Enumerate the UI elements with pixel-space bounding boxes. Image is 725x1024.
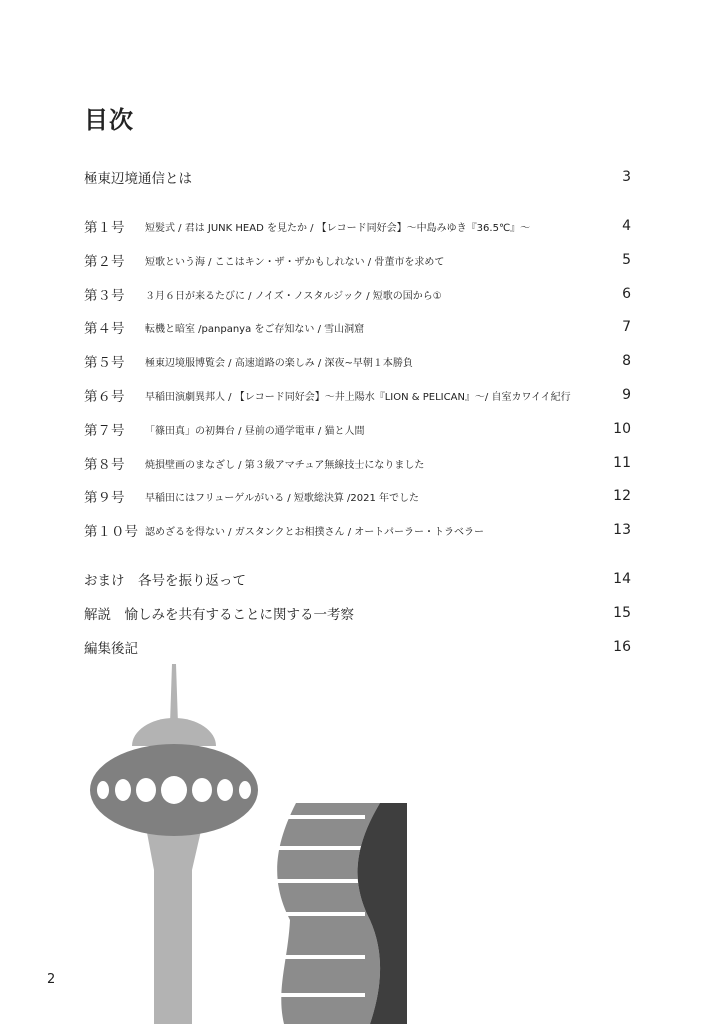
toc-page-number: 4 bbox=[622, 218, 631, 234]
issue-contents: 転機と暗室 /panpanya をご存知ない / 雪山洞窟 bbox=[145, 323, 365, 335]
toc-page-number: 13 bbox=[613, 522, 631, 538]
issue-number: 第１号 bbox=[84, 220, 125, 236]
toc-page-number: 12 bbox=[613, 488, 631, 504]
issue-contents: 「篠田真」の初舞台 / 昼前の通学電車 / 猫と人間 bbox=[145, 425, 365, 437]
issue-number: 第１０号 bbox=[84, 524, 138, 540]
issue-contents: 焼損壁画のまなざし / 第３級アマチュア無線技士になりました bbox=[145, 459, 425, 471]
toc-page-number: 7 bbox=[622, 319, 631, 335]
building-illustration bbox=[270, 803, 407, 1024]
toc-page-number: 8 bbox=[622, 353, 631, 369]
toc-page-number: 16 bbox=[613, 639, 631, 655]
issue-number: 第７号 bbox=[84, 423, 125, 439]
issue-contents: ３月６日が来るたびに / ノイズ・ノスタルジック / 短歌の国から① bbox=[145, 290, 442, 302]
issue-number: 第９号 bbox=[84, 490, 125, 506]
toc-extra-label: 編集後記 bbox=[84, 641, 138, 657]
toc-page-number: 5 bbox=[622, 252, 631, 268]
issue-number: 第５号 bbox=[84, 355, 125, 371]
issue-contents: 極東辺境服博覧会 / 高速道路の楽しみ / 深夜~早朝１本勝負 bbox=[145, 357, 413, 369]
issue-number: 第２号 bbox=[84, 254, 125, 270]
toc-intro-label: 極東辺境通信とは bbox=[84, 171, 192, 187]
toc-page-number: 11 bbox=[613, 455, 631, 471]
issue-contents: 短髪式 / 君は JUNK HEAD を見たか / 【レコード同好会】～中島みゆき『36.5℃』～ bbox=[145, 222, 531, 234]
page-title: 目次 bbox=[84, 106, 134, 134]
issue-contents: 早稲田にはフリューゲルがいる / 短歌総決算 /2021 年でした bbox=[145, 492, 420, 504]
toc-extra-label: 解説 愉しみを共有することに関する一考察 bbox=[84, 607, 354, 623]
toc-page-number: 3 bbox=[622, 169, 631, 185]
issue-contents: 早稲田演劇異邦人 / 【レコード同好会】～井上陽水『LION & PELICAN』～/ 自室カワイイ紀行 bbox=[145, 391, 571, 403]
toc-page-number: 10 bbox=[613, 421, 631, 437]
tower-illustration bbox=[90, 664, 258, 1024]
toc-page-number: 14 bbox=[613, 571, 631, 587]
toc-extra-label: おまけ 各号を振り返って bbox=[84, 573, 246, 589]
toc-page-number: 9 bbox=[622, 387, 631, 403]
issue-contents: 認めざるを得ない / ガスタンクとお相撲さん / オートパーラー・トラベラー bbox=[145, 526, 485, 538]
issue-number: 第３号 bbox=[84, 288, 125, 304]
issue-contents: 短歌という海 / ここはキン・ザ・ザかもしれない / 骨董市を求めて bbox=[145, 256, 445, 268]
issue-number: 第６号 bbox=[84, 389, 125, 405]
page-number: 2 bbox=[47, 972, 56, 987]
toc-page-number: 15 bbox=[613, 605, 631, 621]
issue-number: 第８号 bbox=[84, 457, 125, 473]
issue-number: 第４号 bbox=[84, 321, 125, 337]
toc-page-number: 6 bbox=[622, 286, 631, 302]
